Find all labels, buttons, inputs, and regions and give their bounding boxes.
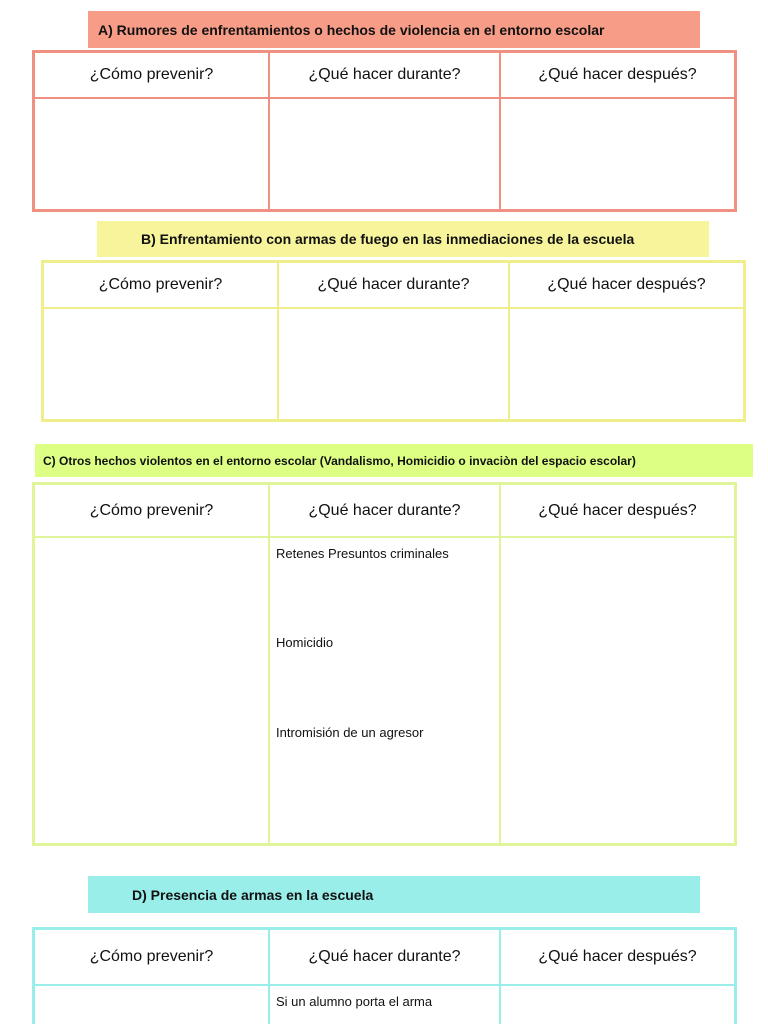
cell-during[interactable] — [268, 538, 501, 843]
section-b-table — [41, 260, 746, 422]
cell-during[interactable] — [268, 986, 501, 1024]
during-note: Retenes Presuntos criminales — [276, 546, 449, 561]
header-prevent: ¿Cómo prevenir? — [35, 53, 268, 99]
header-prevent: ¿Cómo prevenir? — [35, 930, 268, 986]
header-after: ¿Qué hacer después? — [501, 485, 734, 538]
section-d-table — [32, 927, 737, 1024]
header-during: ¿Qué hacer durante? — [268, 53, 501, 99]
cell-during[interactable] — [277, 309, 510, 419]
section-c-title: C) Otros hechos violentos en el entorno escolar (Vandalismo, Homicidio o invaciòn del espacio escolar) — [35, 444, 753, 477]
cell-prevent[interactable] — [44, 309, 277, 419]
header-prevent: ¿Cómo prevenir? — [35, 485, 268, 538]
section-d-title: D) Presencia de armas en la escuela — [88, 876, 700, 913]
during-note: Intromisión de un agresor — [276, 725, 424, 740]
section-b-title: B) Enfrentamiento con armas de fuego en las inmediaciones de la escuela — [97, 221, 709, 257]
cell-after[interactable] — [510, 309, 743, 419]
cell-prevent[interactable] — [35, 99, 268, 209]
cell-during[interactable] — [268, 99, 501, 209]
section-a-title: A) Rumores de enfrentamientos o hechos de violencia en el entorno escolar — [88, 11, 700, 48]
during-note: Si un alumno porta el arma — [276, 994, 433, 1009]
header-after: ¿Qué hacer después? — [501, 53, 734, 99]
header-after: ¿Qué hacer después? — [510, 263, 743, 309]
header-prevent: ¿Cómo prevenir? — [44, 263, 277, 309]
cell-after[interactable] — [501, 99, 734, 209]
header-during: ¿Qué hacer durante? — [268, 485, 501, 538]
section-a-table — [32, 50, 737, 212]
cell-after[interactable] — [501, 986, 734, 1024]
section-c-table — [32, 482, 737, 846]
cell-after[interactable] — [501, 538, 734, 843]
during-note: Homicidio — [276, 635, 334, 650]
cell-prevent[interactable] — [35, 538, 268, 843]
header-during: ¿Qué hacer durante? — [268, 930, 501, 986]
cell-prevent[interactable] — [35, 986, 268, 1024]
header-during: ¿Qué hacer durante? — [277, 263, 510, 309]
header-after: ¿Qué hacer después? — [501, 930, 734, 986]
